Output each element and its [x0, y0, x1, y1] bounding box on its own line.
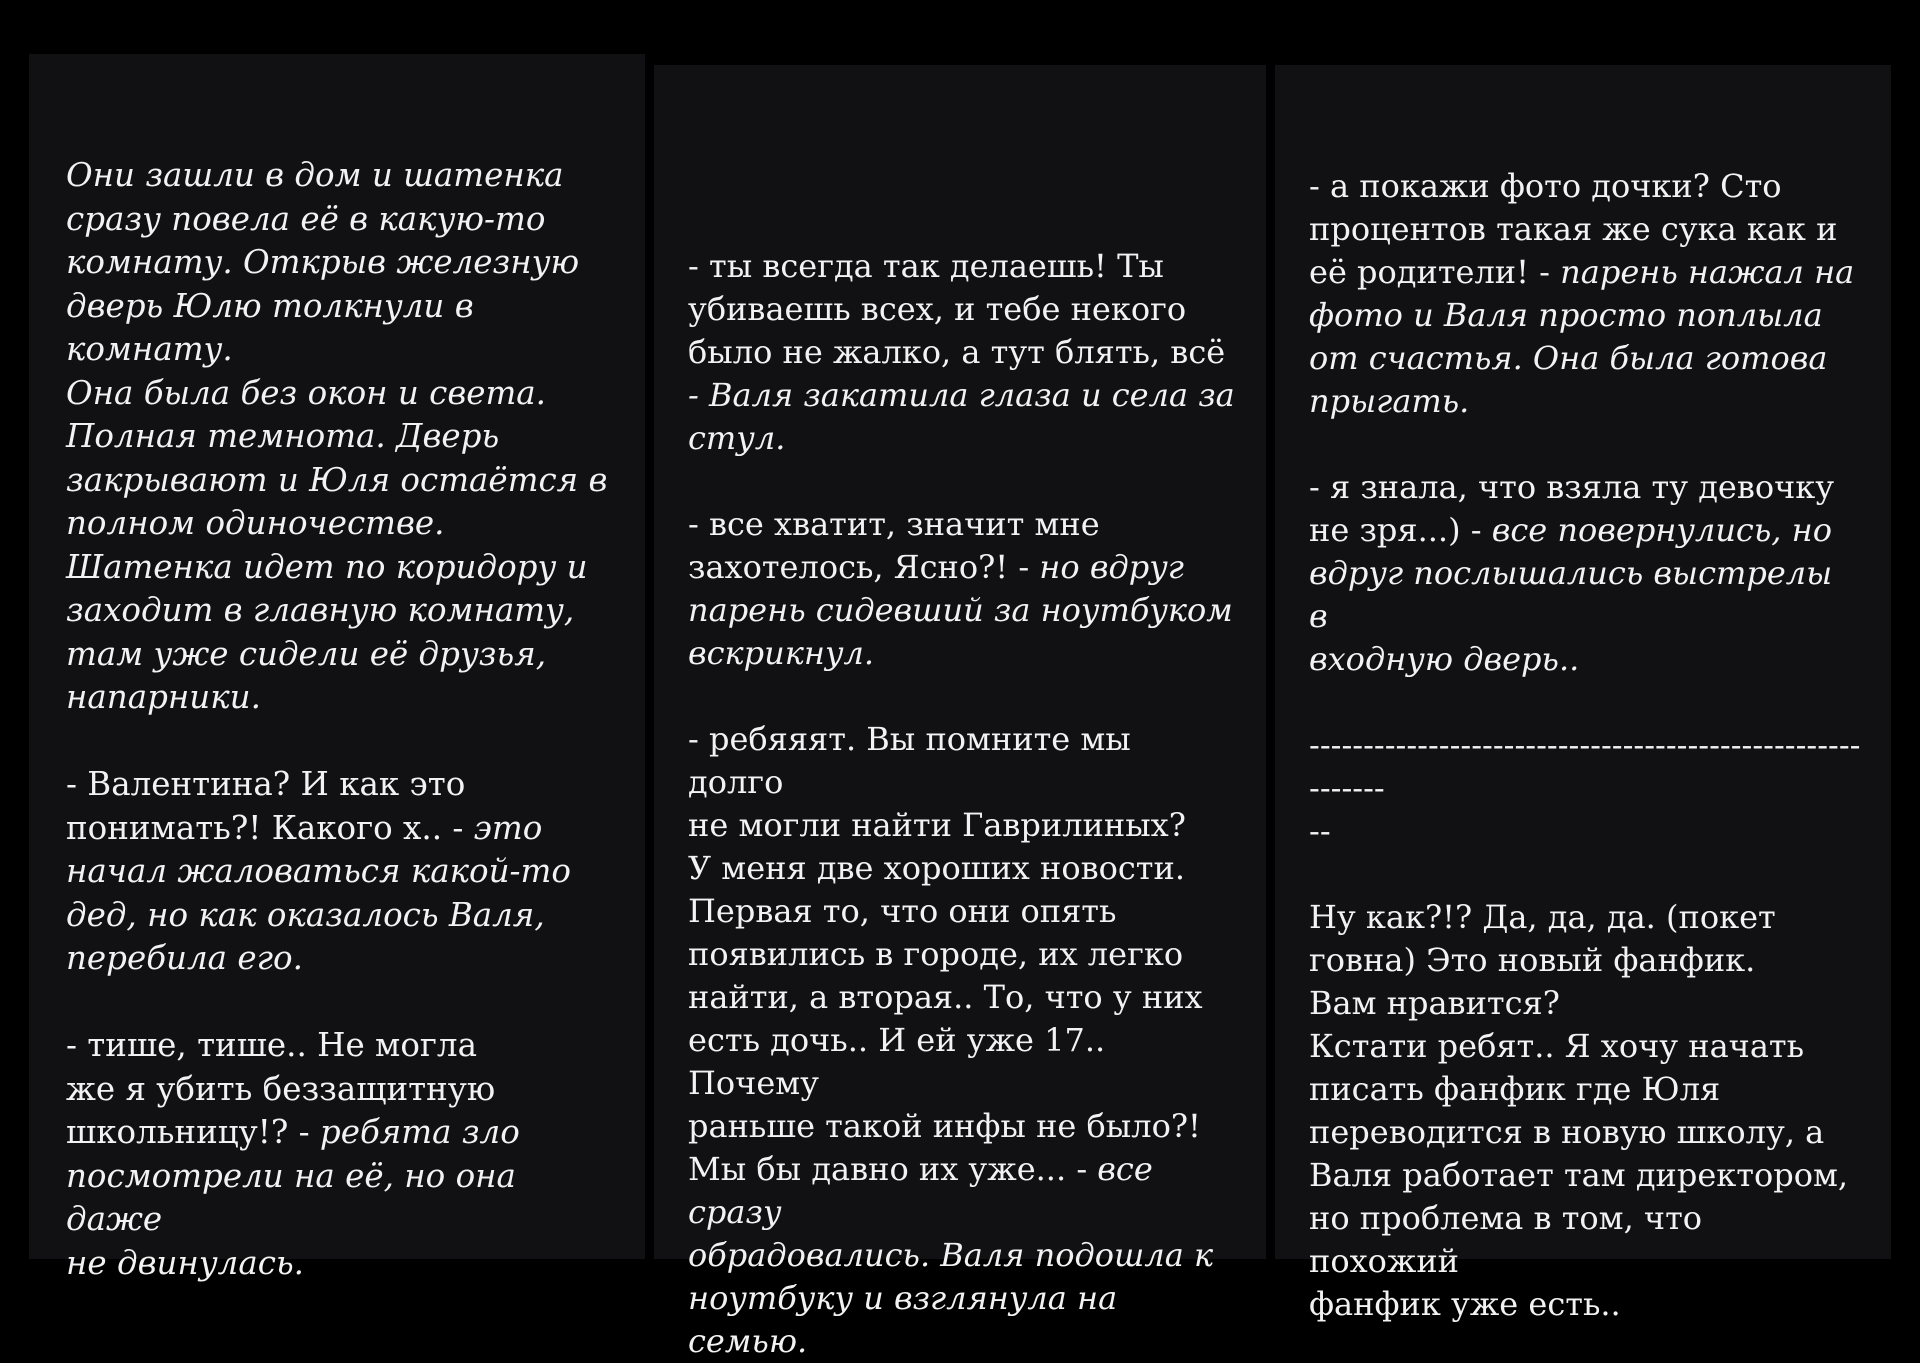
- narration-text: Они зашли в дом и шатенка сразу повела её в какую-то комнату. Открыв железную дверь Юлю толкнули в комнату. Она была без окон и света. Полная темнота. Дверь закрывают и Юля остаётся в полном одиночестве. Шатенка идет по коридору и заходит в главную комнату, там уже сидели её друзья, напарники.: [66, 156, 608, 716]
- narration-text: это начал жаловаться какой-то дед, но как оказалось Валя, перебила его.: [66, 808, 571, 977]
- text-panel-middle: [654, 65, 1266, 1360]
- text-panel-right: [1275, 65, 1891, 1323]
- dialogue-text: - я знала, что взяла ту девочку не зря...) -: [1309, 468, 1835, 549]
- dialogue-text: ---------------------------------------------------------- -- Ну как?!? Да, да, да. (покет говна) Это новый фанфик. Вам нравится? Кстати ребят.. Я хочу начать писать фанфик где Юля переводится в новую школу, а Валя работает там директором, но проблема в том, что похожий фанфик уже есть..: [1309, 726, 1861, 1323]
- dialogue-text: - ребяяят. Вы помните мы долго не могли найти Гаврилиных? У меня две хороших новости. Первая то, что они опять появились в городе, их легко найти, а вторая.. То, что у них есть дочь.. И ей уже 17.. Почему раньше такой инфы не было?! Мы бы давно их уже... -: [688, 720, 1203, 1188]
- dialogue-text: - тише, тише.. Не могла же я убить беззащитную школьницу!? -: [66, 1026, 496, 1151]
- narration-text: ребята зло посмотрели на её, но она даже не двинулась.: [66, 1113, 520, 1282]
- narration-text: все сразу обрадовались. Валя подошла к ноутбуку и взглянула на семью.: [688, 1150, 1214, 1360]
- dialogue-text: - ты всегда так делаешь! Ты убиваешь всех, и тебе некого было не жалко, а тут блять, всё: [688, 247, 1226, 371]
- narration-text: парень нажал на фото и Валя просто поплыла от счастья. Она была готова прыгать.: [1309, 253, 1855, 420]
- narration-text: все повернулись, но вдруг послышались выстрелы в входную дверь..: [1309, 511, 1833, 678]
- narration-text: - Валя закатила глаза и села за стул.: [688, 376, 1235, 457]
- dialogue-text: - все хватит, значит мне захотелось, Ясно?! -: [688, 505, 1100, 586]
- narration-text: но вдруг парень сидевший за ноутбуком вскрикнул.: [688, 548, 1233, 672]
- dialogue-text: - Валентина? И как это понимать?! Какого х.. -: [66, 765, 466, 847]
- dialogue-text: - а покажи фото дочки? Сто процентов такая же сука как и её родители! -: [1309, 167, 1838, 291]
- text-panel-left: [29, 54, 645, 1282]
- panel-text: [688, 245, 1236, 1363]
- panel-text: [66, 154, 615, 1285]
- panel-text: [1309, 165, 1861, 1326]
